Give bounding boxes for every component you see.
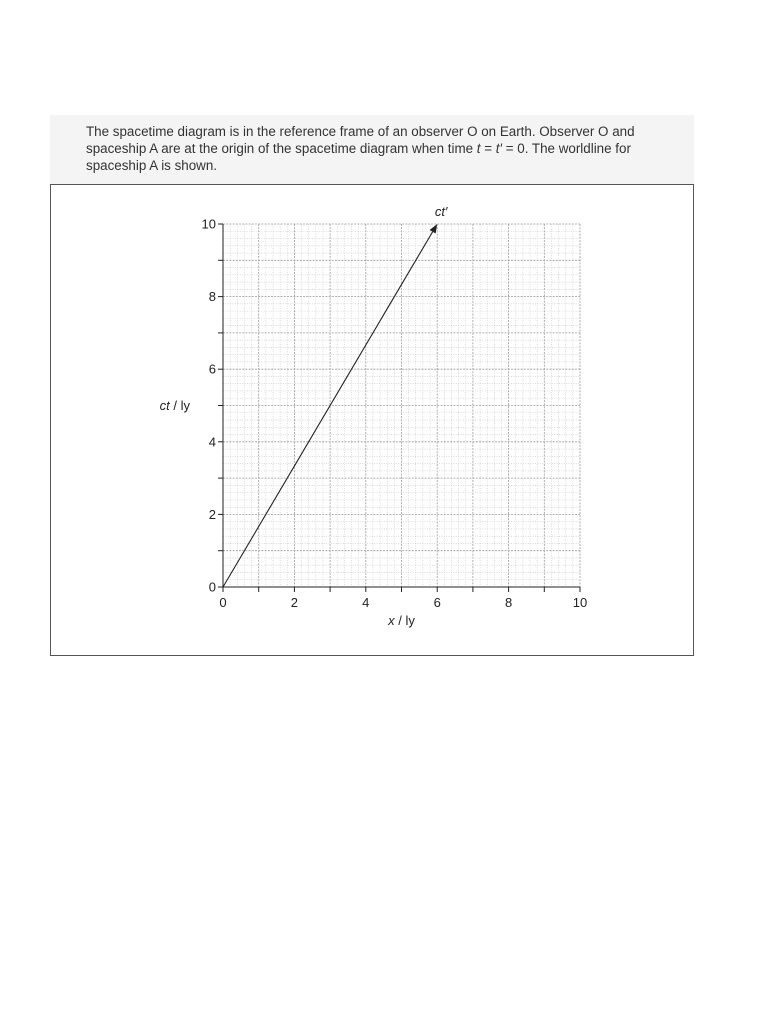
grid	[223, 224, 580, 587]
y-tick-label: 6	[208, 361, 216, 377]
x-tick-label: 2	[290, 595, 299, 610]
x-tick-label: 10	[572, 595, 588, 610]
worldline-label: ct′	[434, 204, 448, 219]
x-tick-label: 6	[433, 595, 441, 610]
y-tick-label: 8	[208, 289, 216, 305]
question-text	[50, 115, 694, 185]
worldline-arrowhead	[430, 224, 438, 234]
series	[223, 204, 448, 587]
x-tick-label: 4	[362, 595, 370, 610]
x-tick-label: 8	[504, 595, 513, 610]
worldline-spaceship-a	[223, 232, 433, 587]
question-line-2: spaceship A are at the origin of the spacetime diagram when time t = t′ = 0. The worldline for	[86, 141, 631, 156]
y-tick-label: 4	[208, 434, 216, 450]
y-tick-label: 2	[208, 506, 216, 522]
y-tick-label: 10	[201, 216, 216, 232]
figure-box	[50, 184, 694, 656]
question-line-3: spaceship A is shown.	[86, 158, 218, 173]
x-tick-label: 0	[219, 595, 227, 610]
y-tick-label: 0	[208, 579, 216, 595]
y-axis-label: ct / ly	[159, 398, 190, 413]
spacetime-diagram	[51, 185, 693, 655]
x-axis-label: x / ly	[388, 613, 415, 628]
question-line-1: The spacetime diagram is in the reference frame of an observer O on Earth. Observer O and	[86, 124, 635, 139]
